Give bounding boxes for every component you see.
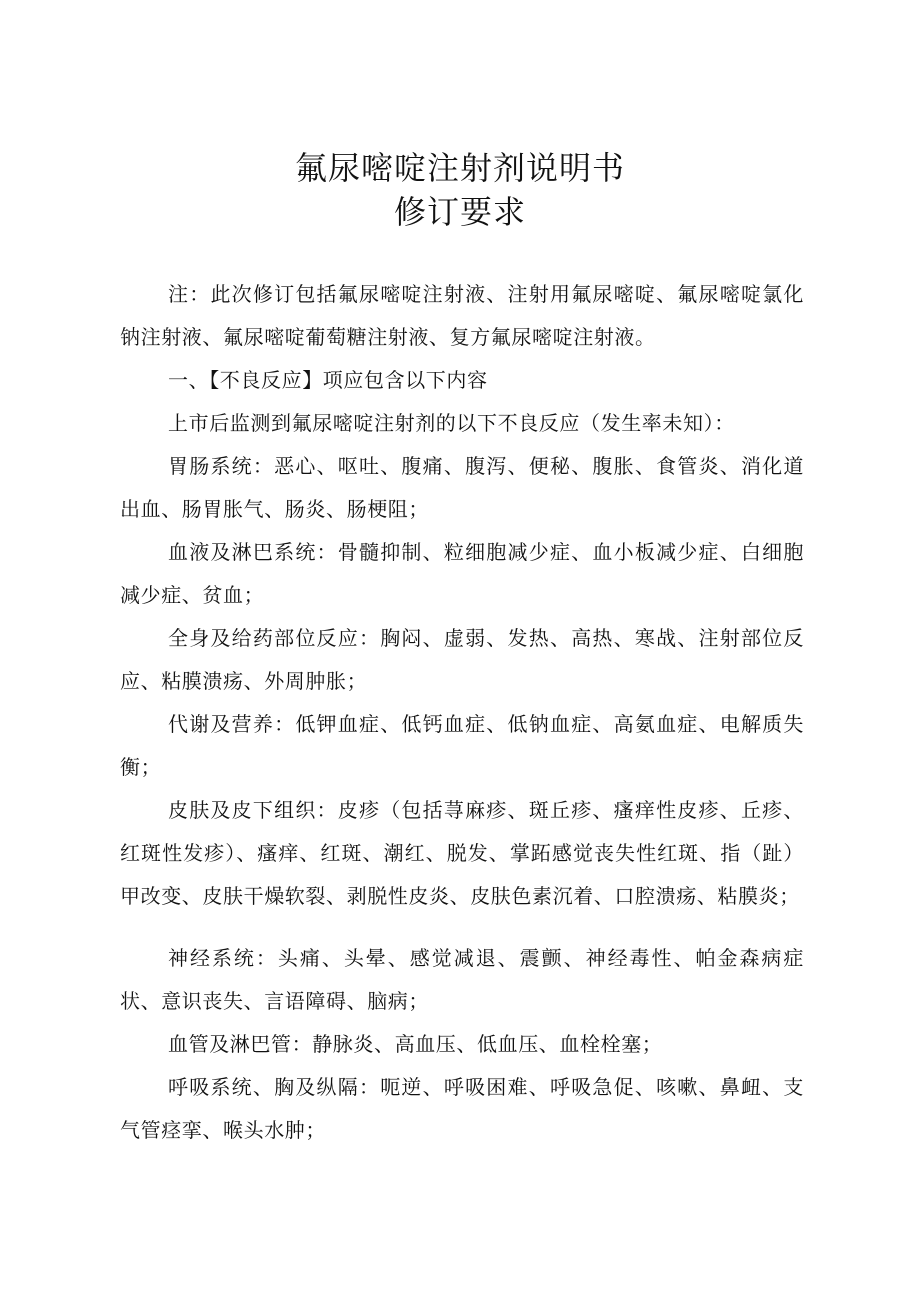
paragraph-systemic: 全身及给药部位反应：胸闷、虚弱、发热、高热、寒战、注射部位反应、粘膜溃疡、外周肿胀； <box>120 626 804 693</box>
document-title-line2: 修订要求 <box>393 193 526 231</box>
section-heading-adverse-reactions: 一、【不良反应】项应包含以下内容 <box>168 368 488 392</box>
paragraph-blood-lymph: 血液及淋巴系统：骨髓抑制、粒细胞减少症、血小板减少症、白细胞减少症、贫血； <box>120 540 804 607</box>
paragraph-vascular: 血管及淋巴管：静脉炎、高血压、低血压、血栓栓塞； <box>168 1032 663 1056</box>
paragraph-note: 注：此次修订包括氟尿嘧啶注射液、注射用氟尿嘧啶、氟尿嘧啶氯化钠注射液、氟尿嘧啶葡萄糖注射液、复方氟尿嘧啶注射液。 <box>120 282 804 349</box>
paragraph-nervous-system: 神经系统：头痛、头晕、感觉减退、震颤、神经毒性、帕金森病症状、意识丧失、言语障碍、脑病； <box>120 946 804 1013</box>
document-title-line1: 氟尿嘧啶注射剂说明书 <box>294 149 625 187</box>
paragraph-skin: 皮肤及皮下组织：皮疹（包括荨麻疹、斑丘疹、瘙痒性皮疹、丘疹、红斑性发疹）、瘙痒、红斑、潮红、脱发、掌跖感觉丧失性红斑、指（趾）甲改变、皮肤干燥软裂、剥脱性皮炎、皮肤色素沉着、口腔溃疡、粘膜炎； <box>120 798 804 908</box>
paragraph-respiratory: 呼吸系统、胸及纵隔：呃逆、呼吸困难、呼吸急促、咳嗽、鼻衄、支气管痉挛、喉头水肿； <box>120 1075 804 1142</box>
paragraph-intro: 上市后监测到氟尿嘧啶注射剂的以下不良反应（发生率未知）： <box>168 411 735 435</box>
paragraph-gastrointestinal: 胃肠系统：恶心、呕吐、腹痛、腹泻、便秘、腹胀、食管炎、消化道出血、肠胃胀气、肠炎、肠梗阻； <box>120 454 804 521</box>
paragraph-metabolism: 代谢及营养：低钾血症、低钙血症、低钠血症、高氨血症、电解质失衡； <box>120 712 804 779</box>
